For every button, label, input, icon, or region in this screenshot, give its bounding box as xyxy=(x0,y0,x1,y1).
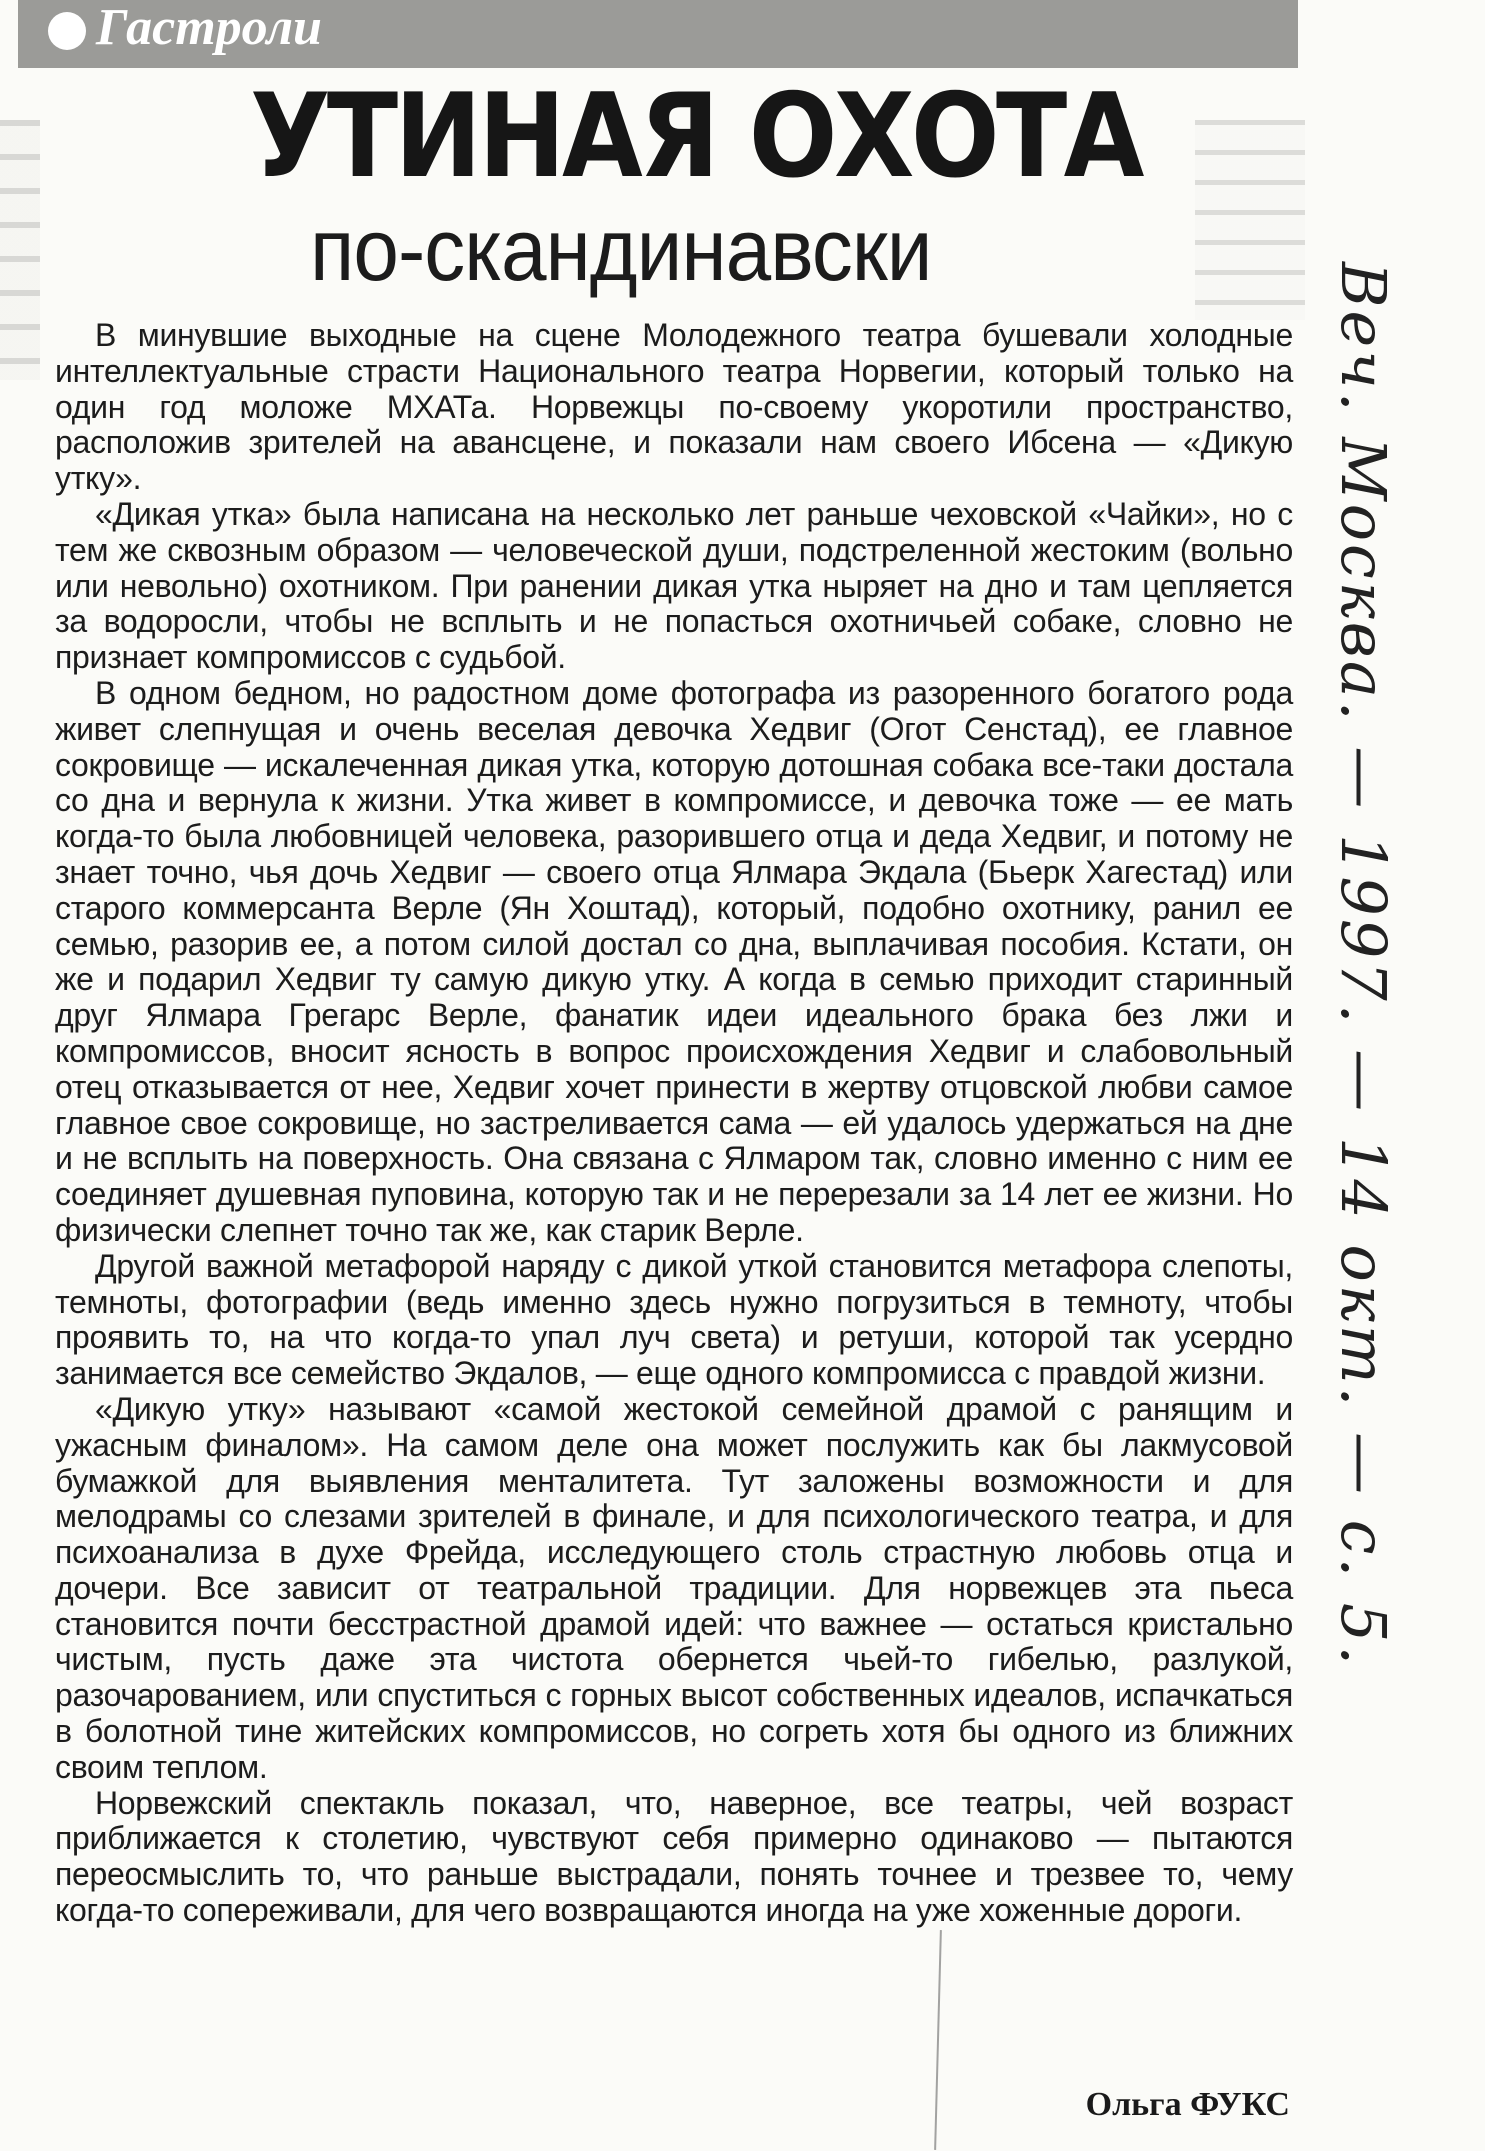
article-paragraph: В минувшие выходные на сцене Молодежного театра бушевали холодные интеллектуальные страсти Национального театра Норвегии, который только на один год моложе МХАТа. Норвежцы по-своему укоротили пространство, расположив зрителей на авансцене, и показали нам своего Ибсена — «Дикую утку». xyxy=(55,317,1293,497)
article-paragraph: В одном бедном, но радостном доме фотографа из разоренного богатого рода живет слепнущая и очень веселая девочка Хедвиг (Огот Сенстад), ее главное сокровище — искалеченная дикая утка, которую дотошная собака все-таки достала со дна и вернула к жизни. Утка живет в компромиссе, и девочка тоже — ее мать когда-то была любовницей человека, разорившего отца и деда Хедвиг, и потому не знает точно, чья дочь Хедвиг — своего отца Ялмара Экдала (Бьерк Хагестад) или старого коммерсанта Верле (Ян Хоштад), который, подобно охотнику, ранил ее семью, разорив ее, а потом силой достал со дна, выплачивая пособия. Кстати, он же и подарил Хедвиг ту самую дикую утку. А когда в семью приходит старинный друг Ялмара Грегарс Верле, фанатик идеи идеального брака без лжи и компромиссов, вносит ясность в вопрос происхождения Хедвиг и слабовольный отец отказывается от нее, Хедвиг хочет принести в жертву отцовской любви самое главное свое сокровище, но застреливается сама — ей удалось удержаться на дне и не всплыть на поверхность. Она связана с Ялмаром так, словно именно с ним ее соединяет душевная пуповина, которую так и не перерезали за 14 лет ее жизни. Но физически слепнет точно так же, как старик Верле. xyxy=(55,674,1293,1248)
article-paragraph: Другой важной метафорой наряду с дикой уткой становится метафора слепоты, темноты, фотографии (ведь именно здесь нужно погрузиться в темноту, чтобы проявить то, на что когда-то упал луч света) и ретуши, которой так усердно занимается все семейство Экдалов, — еще одного компромисса с правдой жизни. xyxy=(55,1247,1293,1392)
rubric-label: Гастроли xyxy=(96,0,322,56)
handwritten-source-note: Веч. Москва. — 1997. — 14 окт. — с. 5. xyxy=(1327,262,1400,1669)
adjacent-column-bleed xyxy=(0,120,40,380)
rubric-bar xyxy=(18,0,1298,68)
article-paragraph: Норвежский спектакль показал, что, наверное, все театры, чей возраст приближается к столетию, чувствуют себя примерно одинаково — пытаются переосмыслить то, что раньше выстрадали, понять точнее и трезвее то, чему когда-то сопереживали, для чего возвращаются иногда на уже хоженные дороги. xyxy=(55,1784,1293,1929)
paper-fold-line xyxy=(934,1930,942,2150)
article-paragraph: «Дикую утку» называют «самой жестокой семейной драмой с ранящим и ужасным финалом». На самом деле она может послужить как бы лакмусовой бумажкой для выявления менталитета. Тут заложены возможности и для мелодрамы со слезами зрителей в финале, и для психологического театра, и для психоанализа в духе Фрейда, исследующего столь страстную любовь отца и дочери. Все зависит от театральной традиции. Для норвежцев эта пьеса становится почти бесстрастной драмой идей: что важнее — остаться кристально чистым, пусть даже эта чистота обернется чьей-то гибелью, разлукой, разочарованием, или спуститься с горных высот собственных идеалов, испачкаться в болотной тине житейских компромиссов, но согреть хотя бы одного из ближних своим теплом. xyxy=(55,1390,1293,1785)
headline-subtitle: по-скандинавски xyxy=(310,200,932,299)
bullet-icon xyxy=(48,12,86,50)
headline-title: УТИНАЯ ОХОТА xyxy=(250,69,1141,204)
article-paragraph: «Дикая утка» была написана на несколько лет раньше чеховской «Чайки», но с тем же сквозным образом — человеческой души, подстреленной жестоким (вольно или невольно) охотником. При ранении дикая утка ныряет на дно и там цепляется за водоросли, чтобы не всплыть и не попасться охотничьей собаке, словно не признает компромиссов с судьбой. xyxy=(55,495,1293,676)
article-body xyxy=(55,318,1293,1929)
author-signature: Ольга ФУКС xyxy=(1085,2086,1290,2123)
adjacent-column-bleed-right xyxy=(1195,120,1305,320)
